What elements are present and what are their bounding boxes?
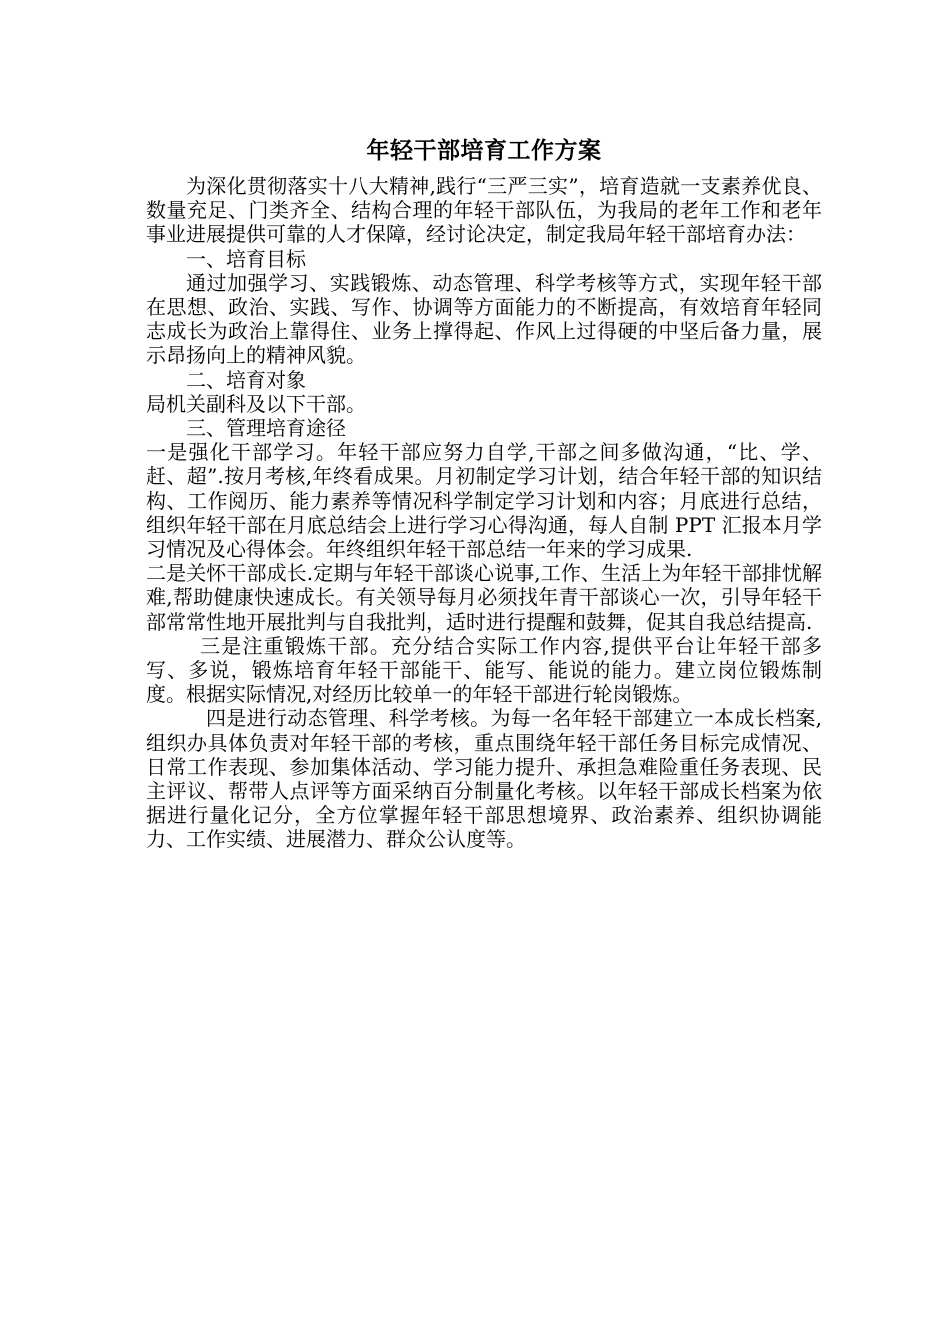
section-3-heading: 三、管理培育途径 — [186, 416, 346, 441]
document-title: 年轻干部培育工作方案 — [366, 137, 602, 164]
document-page — [146, 136, 822, 852]
intro-paragraph: 为深化贯彻落实十八大精神,践行“三严三实”，培育造就一支素养优良、数量充足、门类齐全、结构合理的年轻干部队伍，为我局的老年工作和老年事业进展提供可靠的人才保障，经讨论决定，制定我局年轻干部培育办法： — [146, 174, 822, 247]
section-3-item-1: 一是强化干部学习。年轻干部应努力自学,干部之间多做沟通，“比、学、赶、超”.按月考核,年终看成果。月初制定学习计划，结合年轻干部的知识结构、工作阅历、能力素养等情况科学制定学习计划和内容；月底进行总结，组织年轻干部在月底总结会上进行学习心得沟通，每人自制 PPT 汇报本月学习情况及心得体会。年终组织年轻干部总结一年来的学习成果. — [146, 440, 822, 562]
section-3-item-2: 二是关怀干部成长.定期与年轻干部谈心说事,工作、生活上为年轻干部排忧解难,帮助健康快速成长。有关领导每月必须找年青干部谈心一次，引导年轻干部常常性地开展批判与自我批判，适时进行提醒和鼓舞，促其自我总结提高. — [146, 561, 822, 634]
section-3-item-3: 三是注重锻炼干部。充分结合实际工作内容,提供平台让年轻干部多写、多说，锻炼培育年轻干部能干、能写、能说的能力。建立岗位锻炼制度。根据实际情况,对经历比较单一的年轻干部进行轮岗锻炼。 — [146, 633, 822, 707]
section-1-heading: 一、培育目标 — [186, 246, 306, 271]
section-3-item-4: 四是进行动态管理、科学考核。为每一名年轻干部建立一本成长档案,组织办具体负责对年轻干部的考核，重点围绕年轻干部任务目标完成情况、日常工作表现、参加集体活动、学习能力提升、承担急难险重任务表现、民主评议、帮带人点评等方面采纳百分制量化考核。以年轻干部成长档案为依据进行量化记分，全方位掌握年轻干部思想境界、政治素养、组织协调能力、工作实绩、进展潜力、群众公认度等。 — [146, 706, 822, 852]
section-2-heading: 二、培育对象 — [186, 367, 306, 392]
section-1-body: 通过加强学习、实践锻炼、动态管理、科学考核等方式，实现年轻干部在思想、政治、实践、写作、协调等方面能力的不断提高，有效培育年轻同志成长为政治上靠得住、业务上撑得起、作风上过得硬的中坚后备力量，展示昂扬向上的精神风貌。 — [146, 270, 822, 368]
section-2-body: 局机关副科及以下干部。 — [146, 391, 366, 416]
